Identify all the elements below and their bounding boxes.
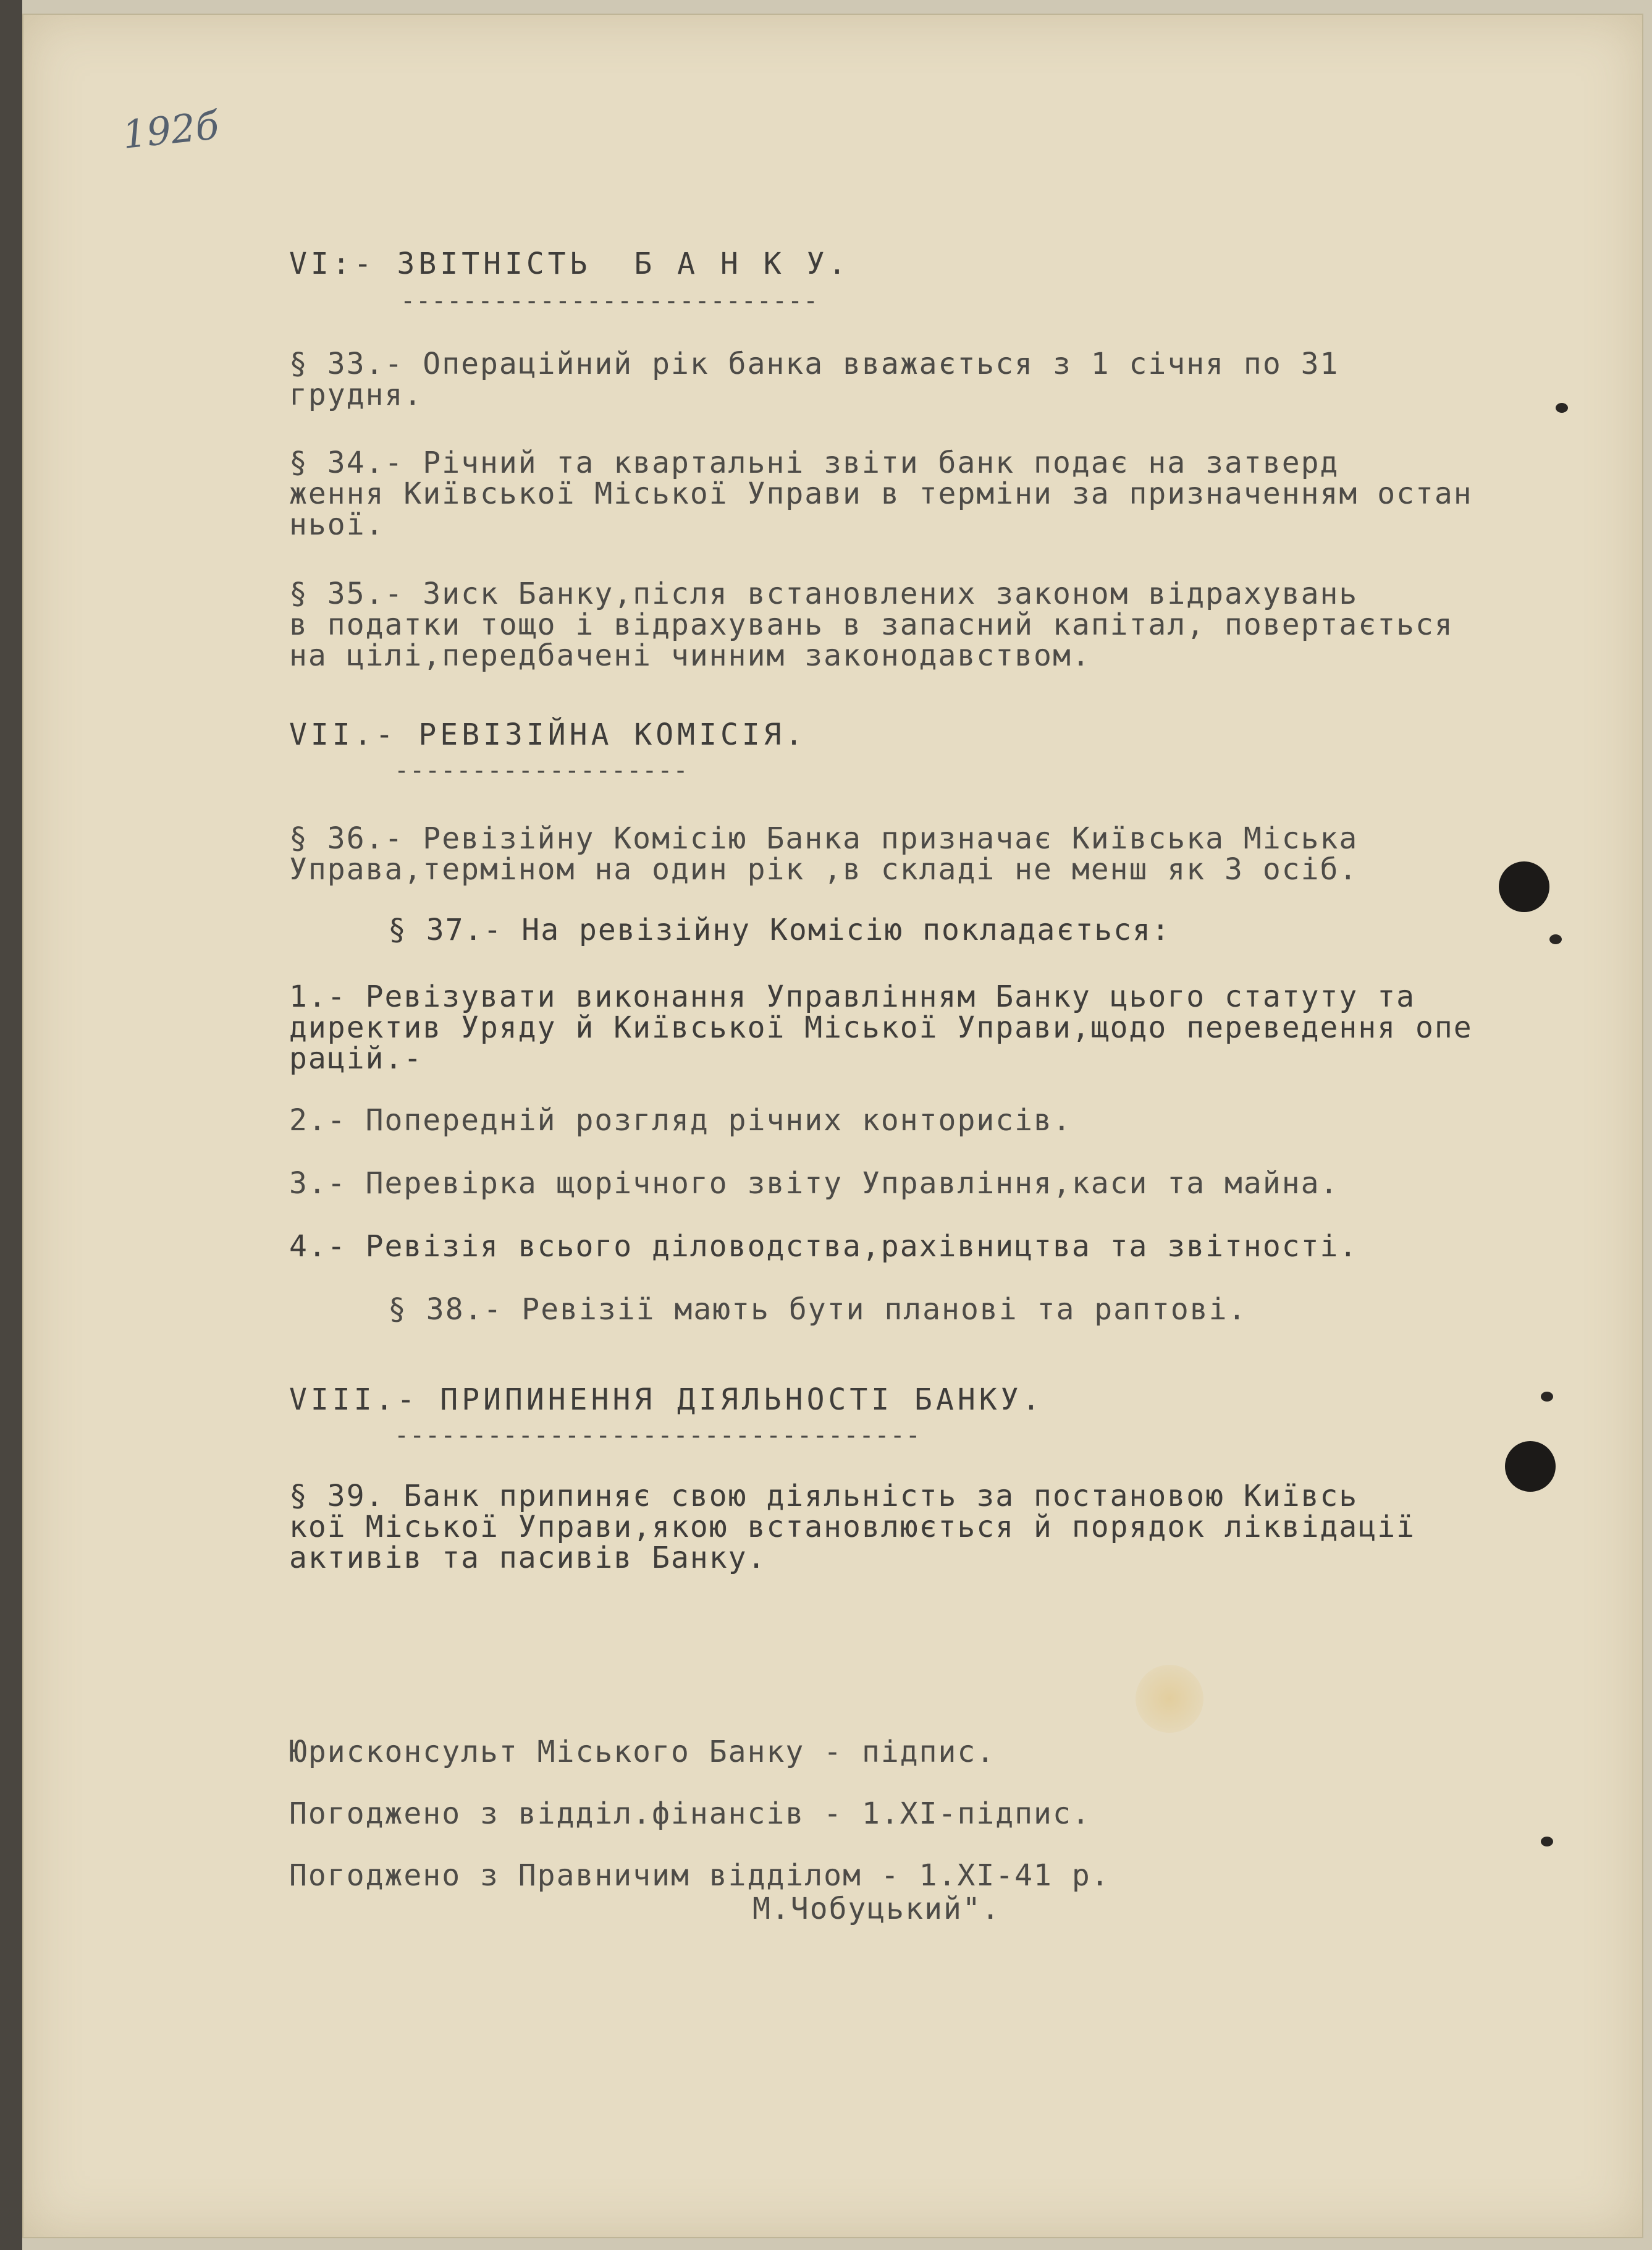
paper-mark	[1556, 403, 1568, 413]
paper-stain	[1136, 1665, 1203, 1733]
section-8-heading: VIII.- ПРИПИНЕННЯ ДІЯЛЬНОСТІ БАНКУ.	[289, 1382, 1044, 1417]
paper-mark	[1541, 1392, 1553, 1402]
list-item-2: 2.- Попередній розгляд річних конторисів.	[289, 1103, 1072, 1138]
paper-mark	[1549, 934, 1562, 944]
handwritten-page-number: 192б	[120, 103, 221, 158]
signature-line-1: Юрисконсульт Міського Банку - підпис.	[289, 1735, 996, 1769]
list-item-3: 3.- Перевірка щорічного звіту Управління,каси та майна.	[289, 1166, 1339, 1201]
scan-edge	[0, 0, 22, 2250]
list-item-1: 1.- Ревізувати виконання Управлінням Банку цього статуту та директив Уряду й Київської Міської Управи,щодо переведення опе рацій.-	[289, 979, 1473, 1076]
document-page	[22, 14, 1643, 2238]
section-7-heading: VII.- РЕВІЗІЙНА КОМІСІЯ.	[289, 717, 807, 752]
paragraph-35: § 35.- Зиск Банку,після встановлених законом відрахувань в податки тощо і відрахувань в запасний капітал, повертається на цілі,передбачені чинним законодавством.	[289, 577, 1454, 673]
paragraph-34: § 34.- Річний та квартальні звіти банк подає на затверд ження Київської Міської Управи в терміни за призначенням остан ньої.	[289, 446, 1473, 542]
paper-mark	[1541, 1837, 1553, 1846]
signature-line-3: Погоджено з Правничим відділом - 1.XI-41 р.	[289, 1858, 1110, 1893]
list-item-4: 4.- Ревізія всього діловодства,рахівництва та звітності.	[289, 1229, 1359, 1264]
paragraph-36: § 36.- Ревізійну Комісію Банка призначає Київська Міська Управа,терміном на один рік ,в складі не менш як 3 осіб.	[289, 821, 1359, 887]
section-8-underline: ----------------------------------	[394, 1421, 921, 1450]
paragraph-37: § 37.- На ревізійну Комісію покладається:	[388, 913, 1171, 947]
paragraph-39: § 39. Банк припиняє свою діяльність за постановою Київсь кої Міської Управи,якою встановлюється й порядок ліквідації активів та пасивів Банку.	[289, 1479, 1416, 1575]
section-6-heading: VI:- ЗВІТНІСТЬ Б А Н К У.	[289, 247, 850, 281]
signature-line-4: М.Чобуцький".	[752, 1892, 1001, 1926]
punch-hole-bottom	[1505, 1441, 1556, 1492]
section-6-underline: ---------------------------	[400, 287, 819, 315]
paragraph-38: § 38.- Ревізії мають бути планові та раптові.	[388, 1292, 1247, 1327]
section-7-underline: -------------------	[394, 756, 689, 785]
paragraph-33: § 33.- Операційний рік банка вважається з 1 січня по 31 грудня.	[289, 347, 1339, 412]
punch-hole-top	[1499, 861, 1549, 912]
signature-line-2: Погоджено з відділ.фінансів - 1.XI-підпис.	[289, 1796, 1091, 1831]
